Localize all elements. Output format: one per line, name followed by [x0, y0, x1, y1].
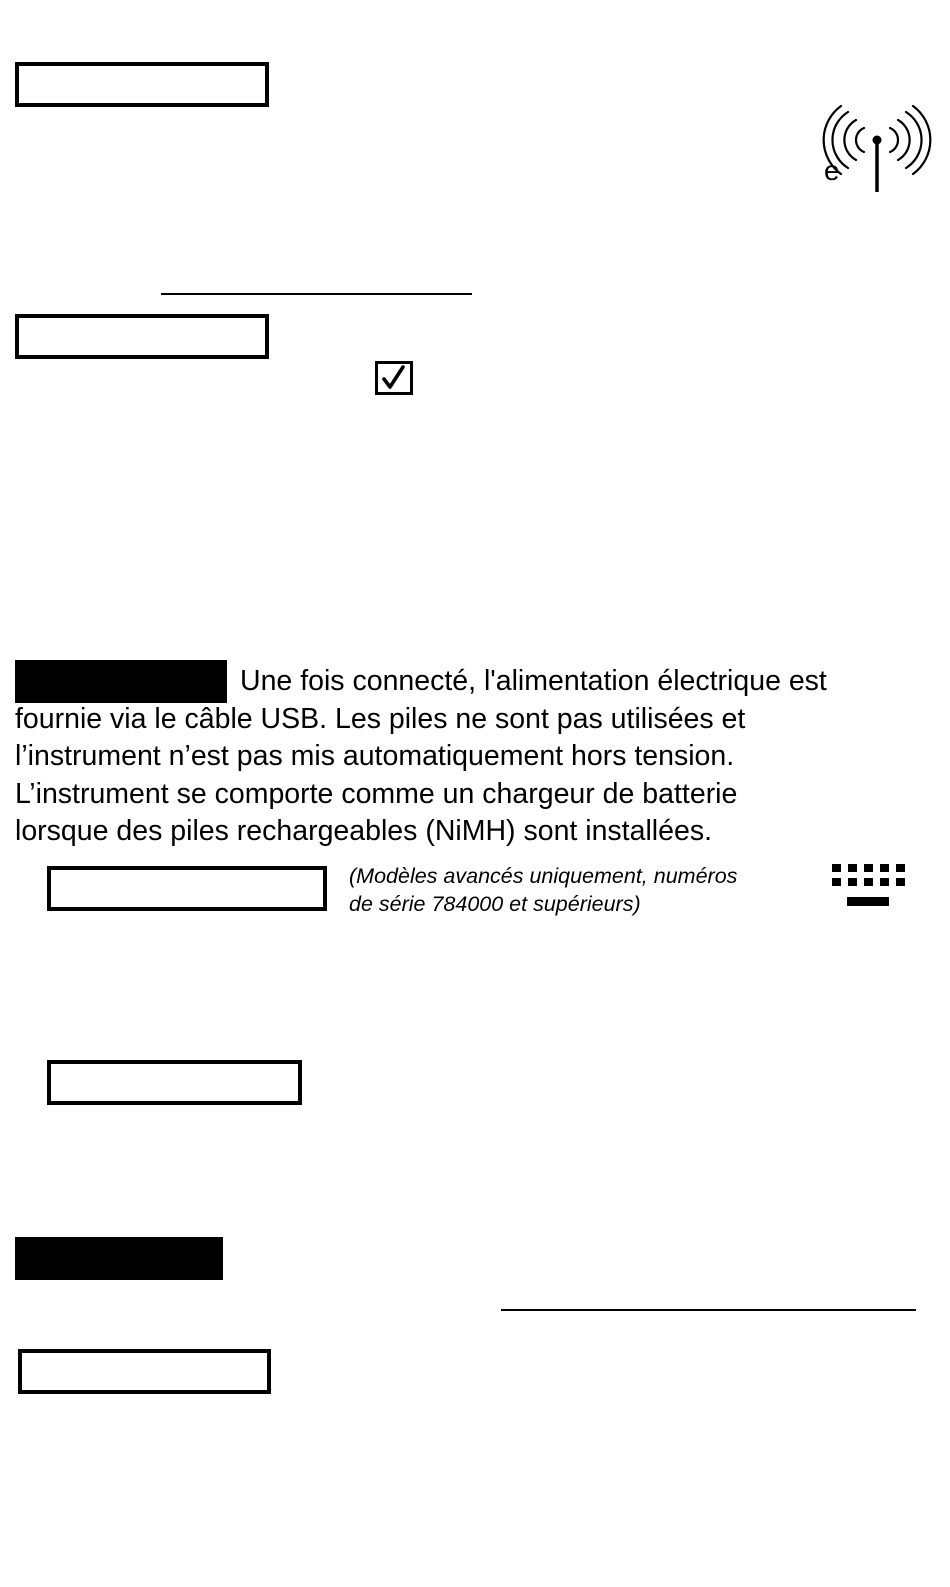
- paragraph-line-5: lorsque des piles rechargeables (NiMH) sont installées.: [15, 815, 712, 847]
- paragraph-line-1: Une fois connecté, l'alimentation électrique est: [240, 665, 827, 697]
- keypad-icon: [830, 862, 906, 908]
- redacted-heading-box-4: [47, 1060, 302, 1105]
- redacted-heading-box-3: [47, 866, 327, 911]
- paragraph-line-2: fournie via le câble USB. Les piles ne sont pas utilisées et: [15, 702, 746, 735]
- redacted-label-box-2: [15, 1237, 223, 1280]
- redacted-heading-box-5: [18, 1349, 271, 1394]
- checkbox-checked-icon: [375, 361, 413, 395]
- paragraph-line-4: L’instrument se comporte comme un chargeur de batterie: [15, 777, 738, 810]
- horizontal-rule-1: [161, 293, 472, 295]
- redacted-heading-box-1: [15, 62, 269, 107]
- note-line-1: (Modèles avancés uniquement, numéros: [349, 864, 738, 888]
- paragraph-line-3: l’instrument n’est pas mis automatiquement hors tension.: [15, 740, 735, 772]
- clipped-text-fragment: e: [824, 155, 840, 186]
- usb-power-paragraph: [15, 663, 915, 851]
- redacted-heading-box-2: [15, 314, 269, 359]
- keypad-model-note: [349, 862, 819, 918]
- horizontal-rule-2: [501, 1309, 916, 1311]
- note-line-2: de série 784000 et supérieurs): [349, 892, 641, 916]
- wireless-antenna-icon: [834, 106, 914, 196]
